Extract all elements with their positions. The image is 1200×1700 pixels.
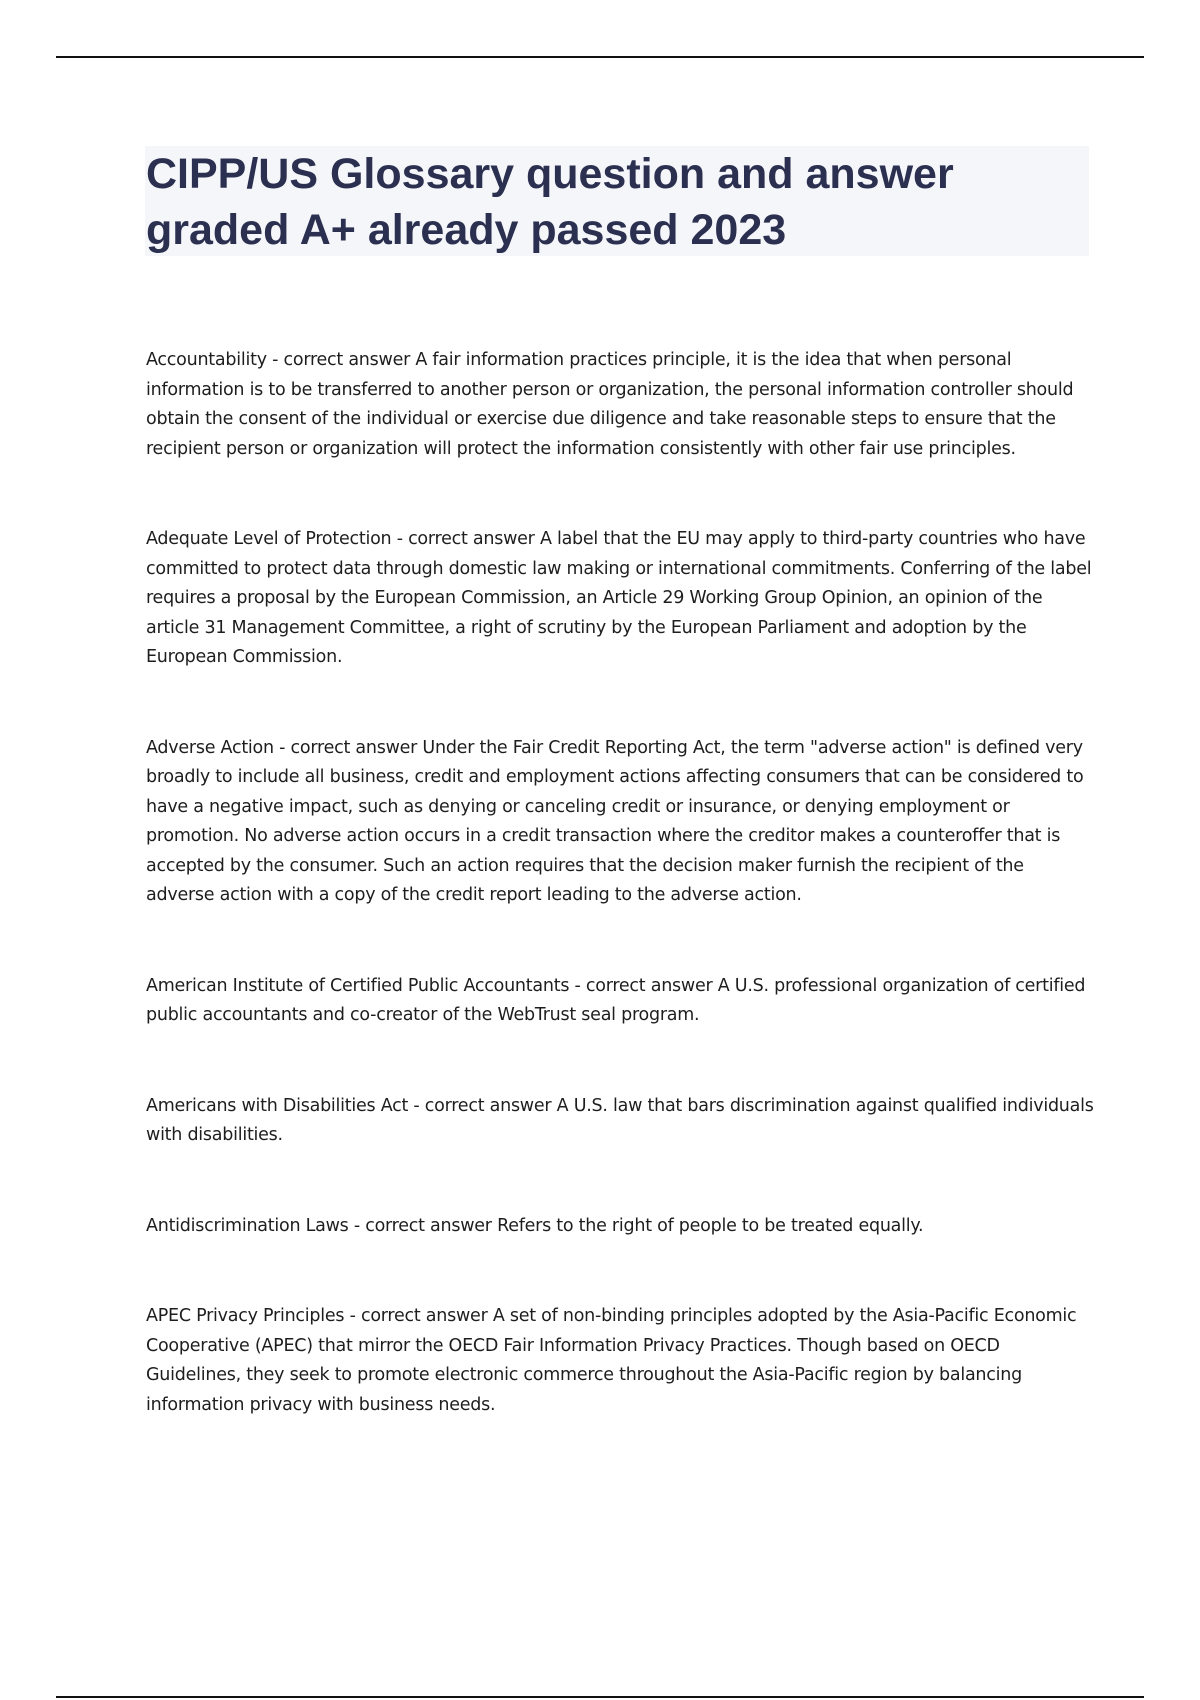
glossary-entry xyxy=(146,734,1096,911)
entry-definition: A U.S. law that bars discrimination against qualified individuals with disabilities. xyxy=(146,1095,1094,1145)
title-line-2: graded A+ already passed 2023 xyxy=(146,206,787,254)
entry-definition: A label that the EU may apply to third-party countries who have committed to protect data through domestic law making or international commitments. Conferring of the label requires a proposal by the European Commission, an Article 29 Working Group Opinion, an opinion of the article 31 Management Committee, a right of scrutiny by the European Parliament and adoption by the European Commission. xyxy=(146,529,1092,667)
title-line-1: CIPP/US Glossary question and answer xyxy=(146,150,954,198)
entry-separator: - correct answer xyxy=(391,529,540,549)
entry-separator: - correct answer xyxy=(348,1215,498,1236)
entry-definition: A fair information practices principle, it is the idea that when personal information is to be transferred to another person or organization, the personal information controller should obtain the consent of the individual or exercise due diligence and take reasonable steps to ensure that the recipient person or organization will protect the information consistently with other fair use principles. xyxy=(146,350,1074,459)
entry-separator: - correct answer xyxy=(408,1095,557,1116)
glossary-entry xyxy=(146,1302,1096,1420)
entry-term: American Institute of Certified Public Accountants xyxy=(146,975,570,996)
entry-definition: Under the Fair Credit Reporting Act, the term "adverse action" is defined very broadly to include all business, credit and employment actions affecting consumers that can be considered to have a negative impact, such as denying or canceling credit or insurance, or denying employment or promotion. No adverse action occurs in a credit transaction where the creditor makes a counteroffer that is accepted by the consumer. Such an action requires that the decision maker furnish the recipient of the adverse action with a copy of the credit report leading to the adverse action. xyxy=(146,737,1084,905)
glossary-entry xyxy=(146,972,1096,1031)
entry-definition: Refers to the right of people to be treated equally. xyxy=(497,1215,924,1236)
entry-separator: - correct answer xyxy=(266,350,416,370)
top-rule xyxy=(56,56,1144,58)
entry-term: Americans with Disabilities Act xyxy=(146,1095,409,1116)
entry-definition: A U.S. professional organization of certified public accountants and co-creator of the WebTrust seal program. xyxy=(146,975,1086,1025)
bottom-rule xyxy=(56,1696,1144,1698)
entry-separator: - correct answer xyxy=(344,1306,493,1326)
entry-term: APEC Privacy Principles xyxy=(146,1306,345,1326)
entry-term: Adequate Level of Protection xyxy=(146,529,392,549)
entry-term: Adverse Action xyxy=(146,737,274,758)
glossary-entry xyxy=(146,1212,1096,1242)
glossary-entry xyxy=(146,1092,1096,1151)
glossary-entry xyxy=(146,525,1096,673)
entry-definition: A set of non-binding principles adopted by the Asia-Pacific Economic Cooperative (APEC) that mirror the OECD Fair Information Privacy Practices. Though based on OECD Guidelines, they seek to promote electronic commerce throughout the Asia-Pacific region by balancing information privacy with business needs. xyxy=(146,1306,1077,1415)
glossary-entry xyxy=(146,346,1096,464)
entry-separator: - correct answer xyxy=(273,737,423,758)
entry-term: Antidiscrimination Laws xyxy=(146,1215,349,1236)
entry-term: Accountability xyxy=(146,350,267,370)
page-title xyxy=(146,146,1086,258)
glossary-entries xyxy=(146,346,1096,1420)
entry-separator: - correct answer xyxy=(569,975,718,996)
